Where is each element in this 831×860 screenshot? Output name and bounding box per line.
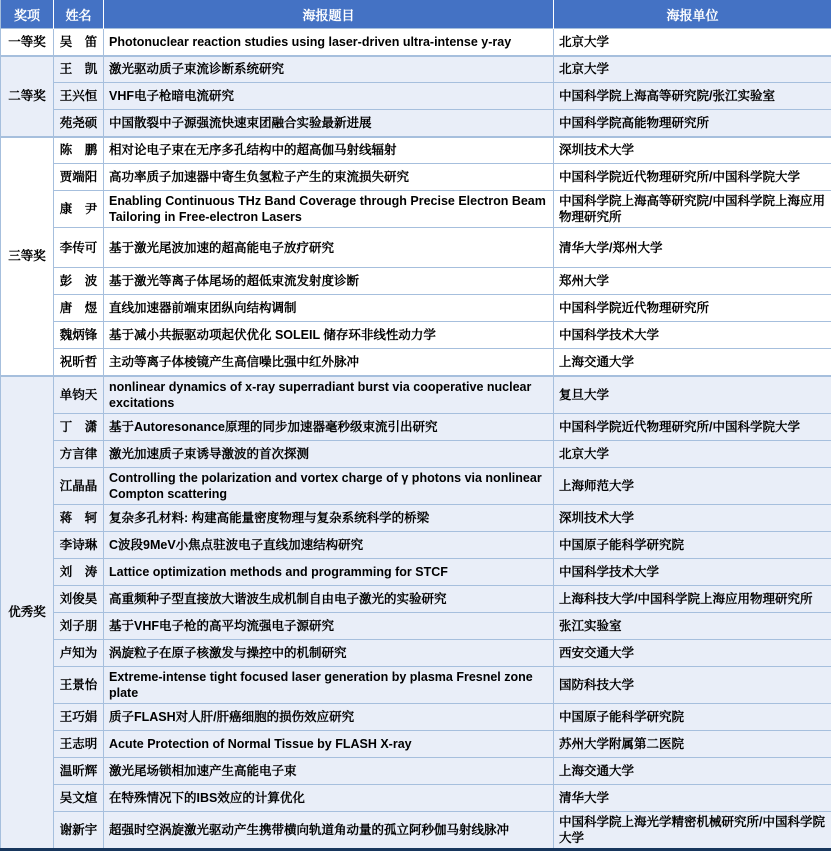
table-row: [1, 56, 831, 83]
name-cell: 谢新宇: [54, 811, 104, 849]
unit-cell: 深圳技术大学: [554, 137, 831, 164]
table-row: [1, 164, 831, 191]
table-row: [1, 137, 831, 164]
unit-cell: 上海师范大学: [554, 467, 831, 504]
name-cell: 王兴恒: [54, 83, 104, 110]
unit-cell: 深圳技术大学: [554, 504, 831, 531]
title-cell: C波段9MeV小焦点驻波电子直线加速结构研究: [104, 531, 554, 558]
title-cell: Photonuclear reaction studies using laser-driven ultra-intense y-ray: [104, 29, 554, 56]
unit-cell: 中国科学院高能物理研究所: [554, 110, 831, 137]
title-cell: 基于VHF电子枪的高平均流强电子源研究: [104, 612, 554, 639]
name-cell: 江晶晶: [54, 467, 104, 504]
title-cell: 激光驱动质子束流诊断系统研究: [104, 56, 554, 83]
column-header: 海报题目: [104, 0, 554, 29]
unit-cell: 苏州大学附属第二医院: [554, 730, 831, 757]
title-cell: 超强时空涡旋激光驱动产生携带横向轨道角动量的孤立阿秒伽马射线脉冲: [104, 811, 554, 849]
unit-cell: 中国科学技术大学: [554, 558, 831, 585]
table-row: [1, 612, 831, 639]
name-cell: 刘 涛: [54, 558, 104, 585]
name-cell: 温昕辉: [54, 757, 104, 784]
column-header: 奖项: [1, 0, 54, 29]
name-cell: 吴 笛: [54, 29, 104, 56]
table-row: [1, 504, 831, 531]
title-cell: 直线加速器前端束团纵向结构调制: [104, 295, 554, 322]
table-row: [1, 322, 831, 349]
unit-cell: 郑州大学: [554, 268, 831, 295]
title-cell: 相对论电子束在无序多孔结构中的超高伽马射线辐射: [104, 137, 554, 164]
table-row: [1, 440, 831, 467]
name-cell: 康 尹: [54, 191, 104, 228]
unit-cell: 上海交通大学: [554, 757, 831, 784]
name-cell: 李传可: [54, 228, 104, 268]
title-cell: 激光尾场锁相加速产生高能电子束: [104, 757, 554, 784]
title-cell: Acute Protection of Normal Tissue by FLASH X-ray: [104, 730, 554, 757]
name-cell: 王景怡: [54, 666, 104, 703]
unit-cell: 上海科技大学/中国科学院上海应用物理研究所: [554, 585, 831, 612]
unit-cell: 中国科学院近代物理研究所: [554, 295, 831, 322]
unit-cell: 中国科学院上海高等研究院/张江实验室: [554, 83, 831, 110]
award-cell: 一等奖: [1, 29, 54, 56]
unit-cell: 北京大学: [554, 56, 831, 83]
table-row: [1, 376, 831, 414]
unit-cell: 中国科学院上海高等研究院/中国科学院上海应用物理研究所: [554, 191, 831, 228]
table-row: [1, 757, 831, 784]
unit-cell: 清华大学/郑州大学: [554, 228, 831, 268]
name-cell: 唐 煜: [54, 295, 104, 322]
title-cell: 质子FLASH对人肝/肝癌细胞的损伤效应研究: [104, 703, 554, 730]
unit-cell: 中国科学院近代物理研究所/中国科学院大学: [554, 164, 831, 191]
table-row: [1, 558, 831, 585]
name-cell: 王志明: [54, 730, 104, 757]
table-row: [1, 467, 831, 504]
title-cell: Controlling the polarization and vortex charge of γ photons via nonlinear Compton scattering: [104, 467, 554, 504]
unit-cell: 复旦大学: [554, 376, 831, 414]
unit-cell: 中国科学院近代物理研究所/中国科学院大学: [554, 413, 831, 440]
table-row: [1, 666, 831, 703]
unit-cell: 上海交通大学: [554, 349, 831, 376]
name-cell: 祝昕哲: [54, 349, 104, 376]
table-row: [1, 730, 831, 757]
award-cell: 三等奖: [1, 137, 54, 376]
unit-cell: 国防科技大学: [554, 666, 831, 703]
table-row: [1, 784, 831, 811]
unit-cell: 中国科学技术大学: [554, 322, 831, 349]
title-cell: nonlinear dynamics of x-ray superradiant burst via cooperative nuclear excitations: [104, 376, 554, 414]
table-body: [1, 29, 831, 850]
name-cell: 王 凯: [54, 56, 104, 83]
name-cell: 李诗琳: [54, 531, 104, 558]
column-header: 姓名: [54, 0, 104, 29]
name-cell: 单钧天: [54, 376, 104, 414]
title-cell: 激光加速质子束诱导激波的首次探测: [104, 440, 554, 467]
name-cell: 方言律: [54, 440, 104, 467]
title-cell: 中国散裂中子源强流快速束团融合实验最新进展: [104, 110, 554, 137]
title-cell: Enabling Continuous THz Band Coverage through Precise Electron Beam Tailoring in Free-electron Lasers: [104, 191, 554, 228]
title-cell: VHF电子枪暗电流研究: [104, 83, 554, 110]
unit-cell: 中国原子能科学研究院: [554, 703, 831, 730]
unit-cell: 中国科学院上海光学精密机械研究所/中国科学院大学: [554, 811, 831, 849]
table-row: [1, 191, 831, 228]
unit-cell: 西安交通大学: [554, 639, 831, 666]
title-cell: 基于Autoresonance原理的同步加速器毫秒级束流引出研究: [104, 413, 554, 440]
name-cell: 王巧娟: [54, 703, 104, 730]
table-row: [1, 413, 831, 440]
header-row: [1, 0, 831, 29]
unit-cell: 北京大学: [554, 29, 831, 56]
name-cell: 刘俊昊: [54, 585, 104, 612]
title-cell: 复杂多孔材料: 构建高能量密度物理与复杂系统科学的桥梁: [104, 504, 554, 531]
table-row: [1, 811, 831, 849]
table-row: [1, 110, 831, 137]
name-cell: 苑尧硕: [54, 110, 104, 137]
title-cell: 基于减小共振驱动项起伏优化 SOLEIL 储存环非线性动力学: [104, 322, 554, 349]
table-row: [1, 349, 831, 376]
unit-cell: 清华大学: [554, 784, 831, 811]
table-row: [1, 268, 831, 295]
name-cell: 卢知为: [54, 639, 104, 666]
name-cell: 丁 潇: [54, 413, 104, 440]
title-cell: 主动等离子体棱镜产生高信噪比强中红外脉冲: [104, 349, 554, 376]
unit-cell: 中国原子能科学研究院: [554, 531, 831, 558]
name-cell: 刘子朋: [54, 612, 104, 639]
award-cell: 二等奖: [1, 56, 54, 137]
award-cell: 优秀奖: [1, 376, 54, 850]
title-cell: 基于激光等离子体尾场的超低束流发射度诊断: [104, 268, 554, 295]
table-row: [1, 83, 831, 110]
name-cell: 彭 波: [54, 268, 104, 295]
name-cell: 魏炳锋: [54, 322, 104, 349]
table-row: [1, 703, 831, 730]
unit-cell: 北京大学: [554, 440, 831, 467]
title-cell: Lattice optimization methods and programming for STCF: [104, 558, 554, 585]
title-cell: 涡旋粒子在原子核激发与操控中的机制研究: [104, 639, 554, 666]
table-row: [1, 531, 831, 558]
table-row: [1, 228, 831, 268]
title-cell: 基于激光尾波加速的超高能电子放疗研究: [104, 228, 554, 268]
title-cell: 高功率质子加速器中寄生负氢粒子产生的束流损失研究: [104, 164, 554, 191]
table-row: [1, 639, 831, 666]
name-cell: 贾端阳: [54, 164, 104, 191]
table-row: [1, 295, 831, 322]
table-row: [1, 585, 831, 612]
column-header: 海报单位: [554, 0, 831, 29]
table-row: [1, 29, 831, 56]
title-cell: 高重频种子型直接放大谐波生成机制自由电子激光的实验研究: [104, 585, 554, 612]
name-cell: 吴文煊: [54, 784, 104, 811]
name-cell: 蒋 轲: [54, 504, 104, 531]
title-cell: Extreme-intense tight focused laser generation by plasma Fresnel zone plate: [104, 666, 554, 703]
name-cell: 陈 鹏: [54, 137, 104, 164]
title-cell: 在特殊情况下的IBS效应的计算优化: [104, 784, 554, 811]
unit-cell: 张江实验室: [554, 612, 831, 639]
